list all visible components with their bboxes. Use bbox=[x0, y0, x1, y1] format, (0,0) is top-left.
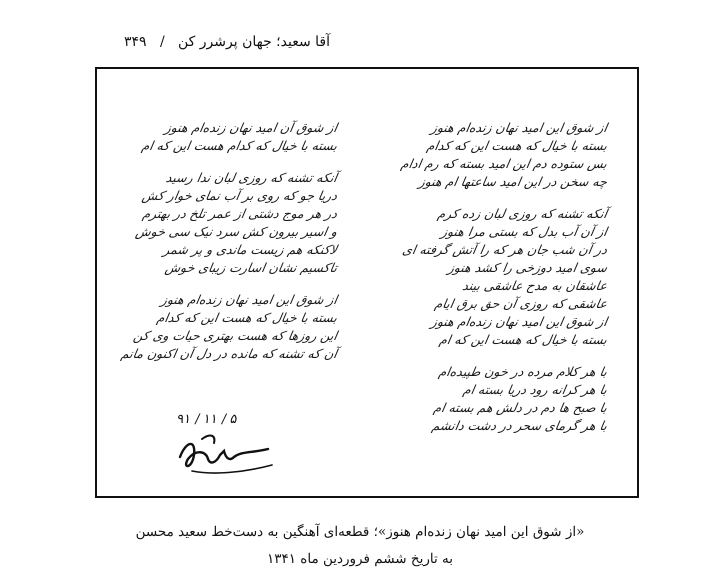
manuscript-line: لاکنکه هم زیست ماندی و پر شمر bbox=[162, 242, 339, 257]
page-header bbox=[124, 34, 330, 50]
manuscript-line: با هر کرانه رود دریا بسته ام bbox=[461, 382, 609, 397]
manuscript-line: از شوق این امید نهان زنده‌ام هنوز bbox=[429, 120, 609, 135]
manuscript-line: بسته با خیال که هست این که کدام bbox=[155, 310, 339, 325]
manuscript-line: و اسیر بیرون کش سرد نیک سی خوش bbox=[134, 224, 339, 239]
manuscript-line: با صبح ها دم در دلش هم بسته ام bbox=[432, 400, 609, 415]
manuscript-line: از آن آب بدل که بستی مرا هنوز bbox=[440, 224, 609, 239]
manuscript-line: عاشقی که روزی آن حق برق ایام bbox=[433, 296, 609, 311]
manuscript-line: آنکه تشنه که روزی لبان زده کرم bbox=[436, 206, 609, 221]
manuscript-line: دریا جو که روی بر آب نمای خوار کش bbox=[140, 188, 339, 203]
manuscript-line: بسته با خیال که کدام هست این که ام bbox=[140, 138, 339, 153]
manuscript-right-column bbox=[367, 119, 607, 435]
manuscript-image bbox=[95, 67, 639, 498]
manuscript-date: ۵ / ۱۱ / ۹۱ bbox=[175, 412, 239, 427]
manuscript-line: با هر کلام مرده در خون طپیده‌ام bbox=[437, 364, 609, 379]
manuscript-line: عاشقان به مدح عاشقی بیند bbox=[461, 278, 609, 293]
manuscript-line: در آن شب جان هر که را آتش گرفته ای bbox=[401, 242, 609, 257]
manuscript-line: چه سخن در این امید ساعتها ام هنوز bbox=[417, 174, 609, 189]
manuscript-line: بس ستوده دم این امید بسته که رم ادام bbox=[399, 156, 609, 171]
signature-icon bbox=[172, 429, 282, 479]
manuscript-line: تاکسیم نشان اسارت زیبای خوش bbox=[163, 260, 339, 275]
manuscript-line: از شوق آن امید نهان زنده‌ام هنوز bbox=[163, 120, 339, 135]
caption-line-1: «از شوق این امید نهان زنده‌ام هنوز»؛ قطعه‌ای آهنگین به دست‌خط سعید محسن bbox=[135, 524, 585, 540]
manuscript-line: آنکه تشنه که روزی لبان ندا رسید bbox=[164, 170, 339, 185]
manuscript-line: بسته با خیال که هست این که کدام bbox=[425, 138, 609, 153]
manuscript-line: بسته با خیال که هست این که ام bbox=[438, 332, 609, 347]
manuscript-line: از شوق این امید نهان زنده‌ام هنوز bbox=[429, 314, 609, 329]
header-title: آقا سعید؛ جهان پرشرر کن bbox=[178, 34, 330, 50]
header-separator: / bbox=[159, 34, 165, 50]
figure-caption bbox=[0, 519, 720, 573]
manuscript-line: در هر موج دشتی از عمر تلخ در بهترم bbox=[141, 206, 339, 221]
manuscript-left-column bbox=[119, 119, 339, 363]
manuscript-line: سوی امید دوزخی را کشد هنوز bbox=[446, 260, 609, 275]
manuscript-line: آن که تشنه که مانده در دل آن اکنون مانم bbox=[119, 346, 339, 361]
page-number: ۳۴۹ bbox=[124, 34, 147, 50]
caption-line-2: به تاریخ ششم فروردین ماه ۱۳۴۱ bbox=[266, 551, 454, 567]
manuscript-line: این روزها که هست بهتری حیات وی کن bbox=[132, 328, 339, 343]
manuscript-line: با هر گرمای سحر در دشت دانشم bbox=[430, 418, 609, 433]
manuscript-line: از شوق این امید نهان زنده‌ام هنوز bbox=[159, 292, 339, 307]
